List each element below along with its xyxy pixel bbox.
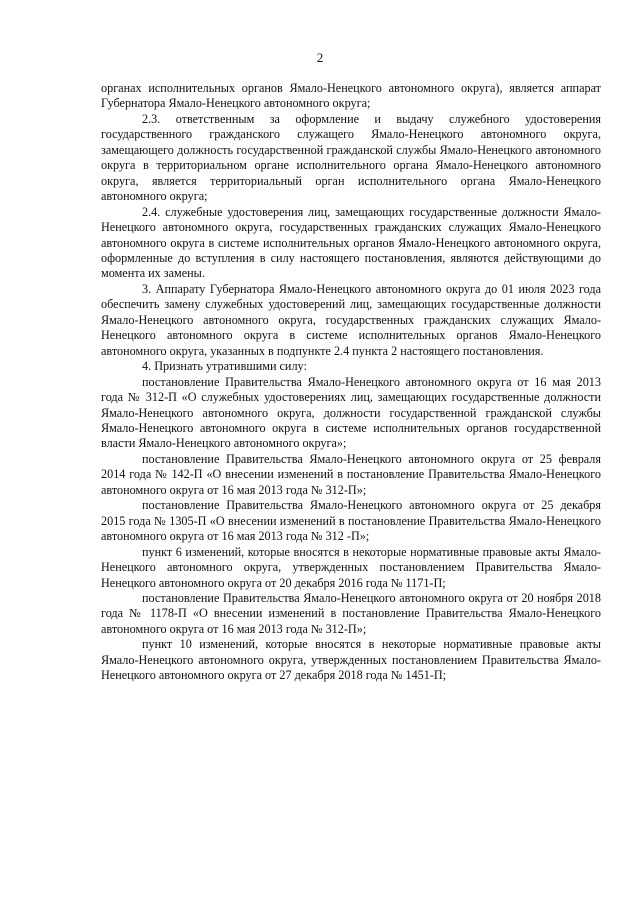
paragraph-2-3: 2.3. ответственным за оформление и выдачу служебного удостоверения государственного гражданского служащего Ямало-Ненецкого автономного округа, замещающего должность государственной гражданской службы Ямало-Ненецкого автономного округа в территориальном органе исполнительного органа Ямало-Ненецкого автономного округа, является территориальный орган исполнительного органа Ямало-Ненецкого автономного округа; [101, 111, 601, 204]
paragraph-4: 4. Признать утратившими силу: [142, 359, 307, 374]
repeal-item: пункт 10 изменений, которые вносятся в некоторые нормативные правовые акты Ямало-Ненецкого автономного округа, утвержденных постановлением Правительства Ямало-Ненецкого автономного округа от 27 декабря 2018 года № 1451-П; [101, 637, 601, 683]
document-body [101, 81, 601, 684]
paragraph-3: 3. Аппарату Губернатора Ямало-Ненецкого автономного округа до 01 июля 2023 года обеспечить замену служебных удостоверений лиц, замещающих государственные должности Ямало-Ненецкого автономного округа, государственных гражданских служащих Ямало-Ненецкого автономного округа в системе исполнительных органов Ямало-Ненецкого автономного округа, указанных в подпункте 2.4 пункта 2 настоящего постановления. [101, 281, 601, 358]
repeal-item: постановление Правительства Ямало-Ненецкого автономного округа от 25 декабря 2015 года № 1305-П «О внесении изменений в постановление Правительства Ямало-Ненецкого автономного округа от 16 мая 2013 года № 312 -П»; [101, 498, 601, 544]
page-number: 2 [316, 50, 324, 65]
repeal-item: пункт 6 изменений, которые вносятся в некоторые нормативные правовые акты Ямало-Ненецкого автономного округа, утвержденных постановлением Правительства Ямало-Ненецкого автономного округа от 20 декабря 2016 года № 1171-П; [101, 544, 601, 590]
repeal-item: постановление Правительства Ямало-Ненецкого автономного округа от 20 ноября 2018 года № 1178-П «О внесении изменений в постановление Правительства Ямало-Ненецкого автономного округа от 16 мая 2013 года № 312-П»; [101, 590, 601, 636]
paragraph-2-4: 2.4. служебные удостоверения лиц, замещающих государственные должности Ямало-Ненецкого автономного округа, государственных гражданских служащих Ямало-Ненецкого автономного округа в системе исполнительных органов Ямало-Ненецкого автономного округа, оформленные до вступления в силу настоящего постановления, являются действующими до момента их замены. [101, 204, 601, 281]
repeal-item: постановление Правительства Ямало-Ненецкого автономного округа от 16 мая 2013 года № 312-П «О служебных удостоверениях лиц, замещающих государственные должности Ямало-Ненецкого автономного округа, должности государственной гражданской службы Ямало-Ненецкого автономного округа в системе исполнительных органов государственной власти Ямало-Ненецкого автономного округа»; [101, 374, 601, 451]
paragraph-continuation: органах исполнительных органов Ямало-Ненецкого автономного округа), является аппарат Губернатора Ямало-Ненецкого автономного округа; [101, 81, 601, 111]
repeal-item: постановление Правительства Ямало-Ненецкого автономного округа от 25 февраля 2014 года № 142-П «О внесении изменений в постановление Правительства Ямало-Ненецкого автономного округа от 16 мая 2013 года № 312-П»; [101, 451, 601, 497]
